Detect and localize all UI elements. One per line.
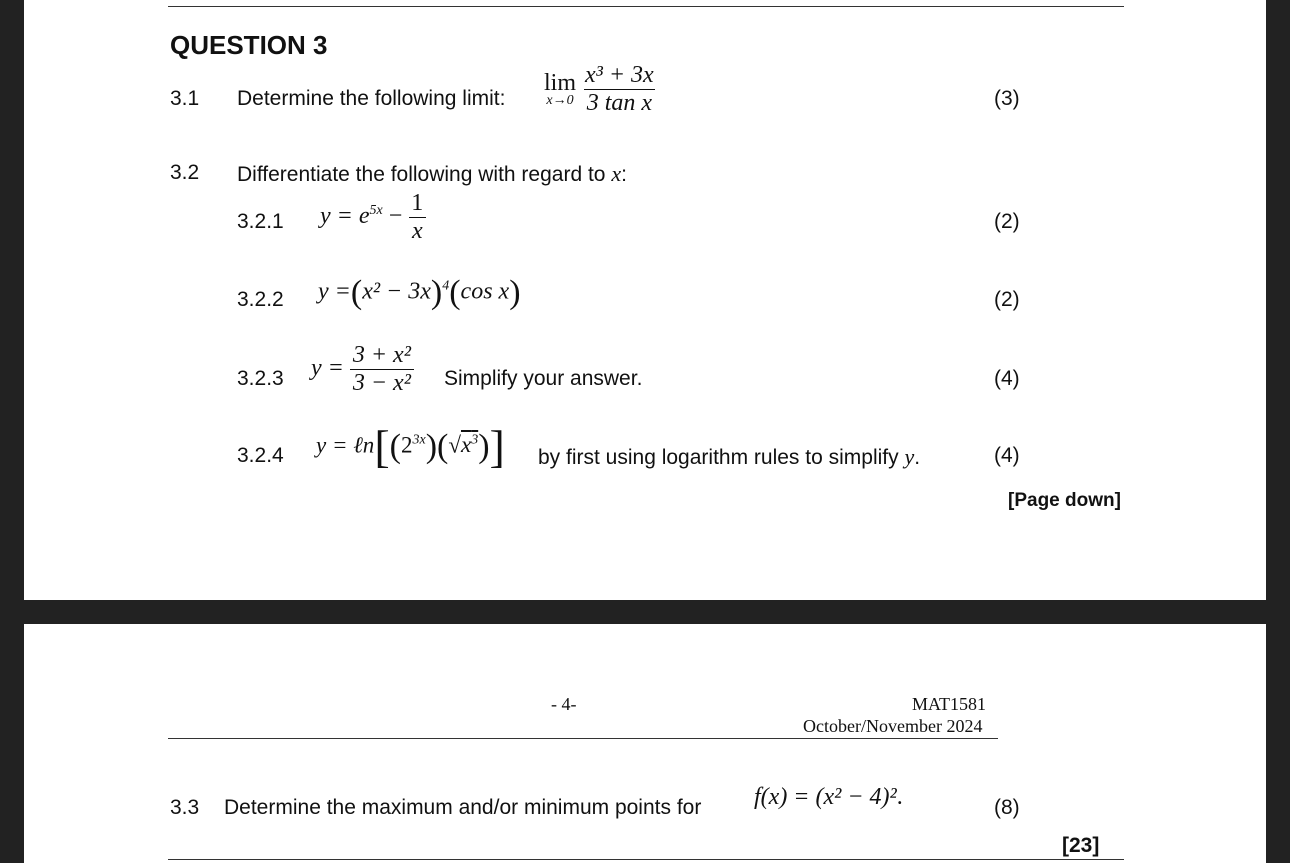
q322-lhs: y = — [318, 278, 351, 305]
q324-term1-exponent: 3x — [412, 432, 426, 448]
q324-text-line — [538, 444, 920, 470]
q323-expression — [311, 342, 414, 397]
q32-colon: : — [621, 163, 627, 186]
bottom-rule — [168, 859, 1124, 860]
q324-expression: $y = \ell n[(2^{3x})(√x^3)]$ — [316, 421, 505, 472]
q33-expression — [754, 784, 903, 811]
limit-fraction — [582, 62, 657, 117]
q32-text: Differentiate the following with regard to — [237, 163, 606, 186]
q322-base: x² − 3x — [362, 278, 431, 305]
q321-expression — [320, 190, 426, 245]
q324-period: . — [914, 446, 921, 469]
lim-label: lim — [544, 70, 577, 96]
q323-lhs: y = — [311, 355, 344, 382]
limit-denominator: 3 tan x — [584, 89, 655, 117]
q322-factor: cos x — [460, 278, 510, 305]
q321-numerator: 1 — [411, 190, 424, 216]
header-rule — [168, 738, 998, 739]
q322-expression: $y =(x^2 - 3x)^4(\cos$ x) — [318, 274, 521, 311]
q31-number: 3.1 — [170, 87, 200, 110]
q323-number: 3.2.3 — [237, 367, 284, 390]
q324-marks: (4) — [994, 444, 1020, 467]
question-heading: QUESTION 3 — [170, 30, 328, 60]
question-total: [23] — [1062, 834, 1100, 857]
q323-marks: (4) — [994, 367, 1020, 390]
page-number: - 4- — [551, 694, 577, 714]
q323-fraction — [350, 342, 414, 397]
q324-number: 3.2.4 — [237, 444, 284, 467]
q33-number: 3.3 — [170, 796, 200, 819]
q31-limit-expression — [544, 62, 657, 117]
q324-term2-base: x — [460, 432, 472, 458]
q321-marks: (2) — [994, 210, 1020, 233]
limit-numerator: x³ + 3x — [585, 62, 654, 88]
q321-lhs: y = e — [320, 203, 370, 230]
q322-marks: (2) — [994, 288, 1020, 311]
document-page-2 — [24, 624, 1266, 863]
q321-fraction — [408, 190, 426, 245]
limit-operator — [544, 70, 576, 109]
top-rule — [168, 6, 1124, 7]
q33-period: . — [896, 784, 903, 810]
q322-power: 4 — [442, 278, 450, 294]
q321-number: 3.2.1 — [237, 210, 284, 233]
q323-text: Simplify your answer. — [444, 367, 643, 390]
q32-number: 3.2 — [170, 161, 200, 184]
q324-term2-exponent: 3 — [471, 432, 479, 448]
q321-minus: − — [388, 203, 403, 230]
q31-text: Determine the following limit: — [237, 87, 506, 110]
q324-term1-base: 2 — [400, 432, 413, 458]
page-down-note: [Page down] — [1008, 490, 1121, 511]
q324-lhs: y = ℓn — [316, 432, 375, 458]
q32-var: x — [611, 161, 622, 186]
q31-marks: (3) — [994, 87, 1020, 110]
lim-subscript: x→0 — [546, 93, 574, 108]
q324-text: by first using logarithm rules to simplify — [538, 446, 899, 469]
q323-denominator: 3 − x² — [350, 369, 414, 397]
q33-function: f(x) = (x² − 4)² — [754, 784, 897, 810]
q321-exponent: 5x — [369, 203, 383, 219]
q324-var: y — [904, 444, 915, 469]
q33-text: Determine the maximum and/or minimum points for — [224, 796, 702, 819]
q323-numerator: 3 + x² — [352, 342, 411, 368]
q33-marks: (8) — [994, 796, 1020, 819]
document-page-1 — [24, 0, 1266, 600]
exam-session: October/November 2024 — [803, 716, 983, 736]
q321-denominator: x — [409, 217, 426, 245]
q32-text-line — [237, 161, 627, 187]
q322-number: 3.2.2 — [237, 288, 284, 311]
course-code: MAT1581 — [912, 694, 987, 714]
